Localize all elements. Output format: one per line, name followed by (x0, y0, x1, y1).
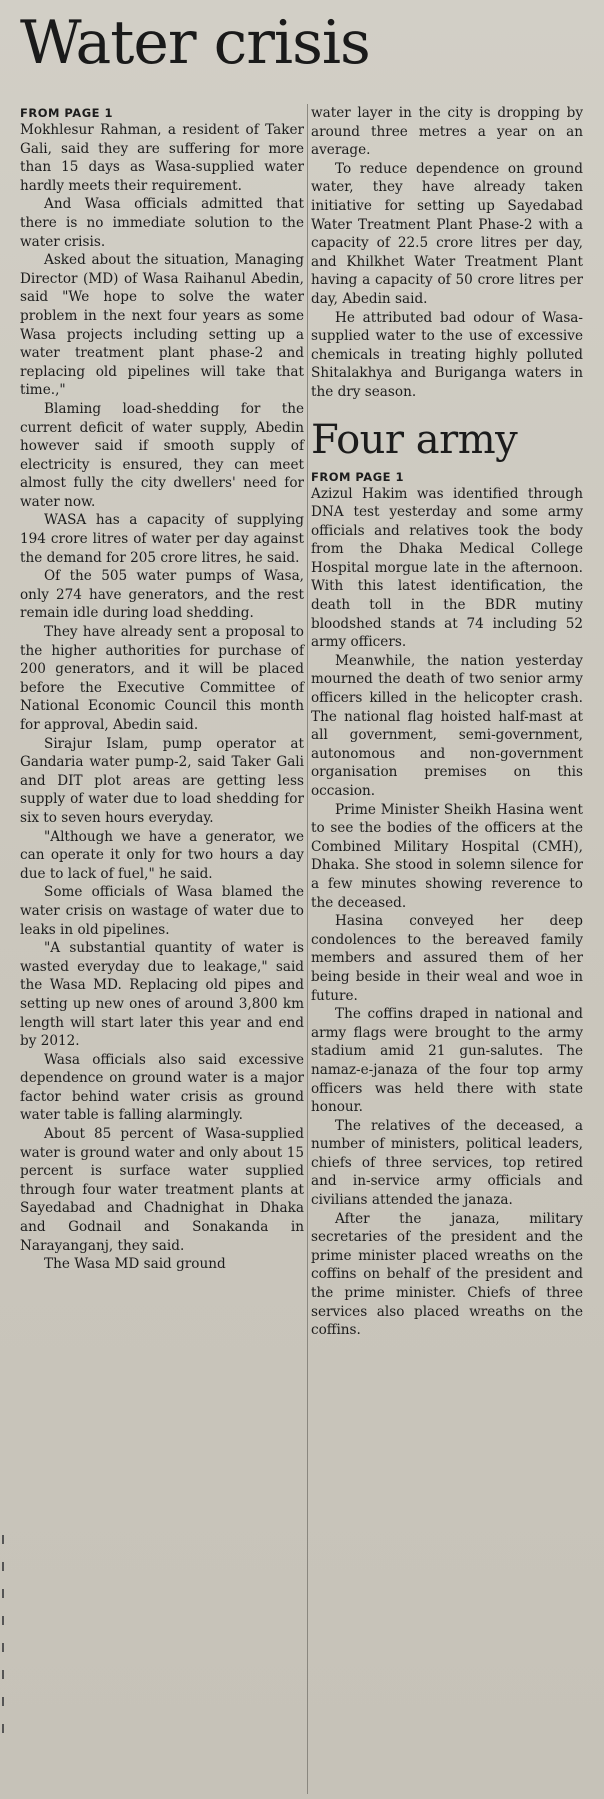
paragraph: The coffins draped in national and army flags were brought to the army stadium amid 21 gun-salutes. The namaz-e-janaza of the four top army officers was held there with state honour. (311, 1006, 583, 1116)
column-rule (307, 104, 308, 1794)
paragraph: The relatives of the deceased, a number of ministers, political leaders, chiefs of three services, top retired and in-service army officials and civilians attended the janaza. (311, 1117, 583, 1209)
page-edge-marks (0, 1535, 8, 1795)
paragraph: Of the 505 water pumps of Wasa, only 274 have generators, and the rest remain idle during load shedding. (20, 568, 304, 622)
kicker-from-page-1: FROM PAGE 1 (20, 106, 114, 120)
paragraph-continued: water layer in the city is dropping by around three metres a year on an average. (311, 105, 583, 159)
kicker-from-page-1: FROM PAGE 1 (311, 469, 405, 484)
article-column-2 (311, 104, 583, 1340)
paragraph: Asked about the situation, Managing Director (MD) of Wasa Raihanul Abedin, said "We hope to solve the water problem in the next four years as some Wasa projects including setting up a water treatment plant phase-2 and replacing old pipelines will take that time.," (20, 252, 304, 399)
paragraph: Meanwhile, the nation yesterday mourned the death of two senior army officers killed in the helicopter crash. The national flag hoisted half-mast at all government, semi-government, autonomous and non-government organisation premises on this occasion. (311, 652, 583, 799)
paragraph: Mokhlesur Rahman, a resident of Taker Gali, said they are suffering for more than 15 days as Wasa-supplied water hardly meets their requirement. (20, 122, 304, 194)
paragraph: And Wasa officials admitted that there is no immediate solution to the water crisis. (20, 196, 304, 250)
paragraph: Hasina conveyed her deep condolences to the bereaved family members and assured them of her being beside in their weal and woe in future. (311, 913, 583, 1004)
paragraph: The Wasa MD said ground (44, 1256, 226, 1273)
paragraph: Sirajur Islam, pump operator at Gandaria water pump-2, said Taker Gali and DIT plot areas are getting less supply of water due to load shedding for six to seven hours everyday. (20, 735, 304, 826)
paragraph: WASA has a capacity of supplying 194 crore litres of water per day against the demand for 205 crore litres, he said. (20, 512, 304, 566)
article-headline-water-crisis: Water crisis (20, 8, 370, 78)
paragraph: He attributed bad odour of Wasa-supplied water to the use of excessive chemicals in treating highly polluted Shitalakhya and Buriganga waters in the dry season. (311, 309, 583, 400)
paragraph: They have already sent a proposal to the higher authorities for purchase of 200 generators, and it will be placed before the Executive Committee of National Economic Council this month for approval, Abedin said. (20, 624, 304, 733)
paragraph: To reduce dependence on ground water, they have already taken initiative for setting up Sayedabad Water Treatment Plant Phase-2 with a capacity of 22.5 crore litres per day, and Khilkhet Water Treatment Plant having a capacity of 50 crore litres per day, Abedin said. (311, 160, 583, 307)
paragraph: Prime Minister Sheikh Hasina went to see the bodies of the officers at the Combined Military Hospital (CMH), Dhaka. She stood in solemn silence for a few minutes showing reverence to the deceased. (311, 801, 583, 911)
paragraph: Some officials of Wasa blamed the water crisis on wastage of water due to leaks in old pipelines. (20, 884, 304, 938)
paragraph: "Although we have a generator, we can operate it only for two hours a day due to lack of fuel," he said. (20, 828, 304, 882)
paragraph: After the janaza, military secretaries of the president and the prime minister placed wreaths on the coffins on behalf of the president and the prime minister. Chiefs of three services also placed wreaths on the coffins. (311, 1210, 583, 1339)
paragraph: About 85 percent of Wasa-supplied water is ground water and only about 15 percent is surface water supplied through four water treatment plants at Sayedabad and Chadnighat in Dhaka and Godnail and Sonakanda in Narayanganj, they said. (20, 1126, 304, 1254)
paragraph: Azizul Hakim was identified through DNA test yesterday and some army officials and relatives took the body from the Dhaka Medical College Hospital morgue late in the afternoon. With this latest identification, the death toll in the BDR mutiny bloodshed stands at 74 including 52 army officers. (311, 485, 583, 651)
paragraph: "A substantial quantity of water is wasted everyday due to leakage," said the Wasa MD. Replacing old pipes and setting up new ones of around 3,800 km length will start later this year and end by 2012. (20, 940, 304, 1050)
article-column-1 (20, 106, 304, 1274)
paragraph: Blaming load-shedding for the current deficit of water supply, Abedin however said if smooth supply of electricity is ensured, they can meet almost fully the city dwellers' need for water now. (20, 400, 304, 510)
article-headline-four-army: Four army (311, 416, 518, 463)
paragraph: Wasa officials also said excessive dependence on ground water is a major factor behind water crisis as ground water table is falling alarmingly. (20, 1051, 304, 1124)
